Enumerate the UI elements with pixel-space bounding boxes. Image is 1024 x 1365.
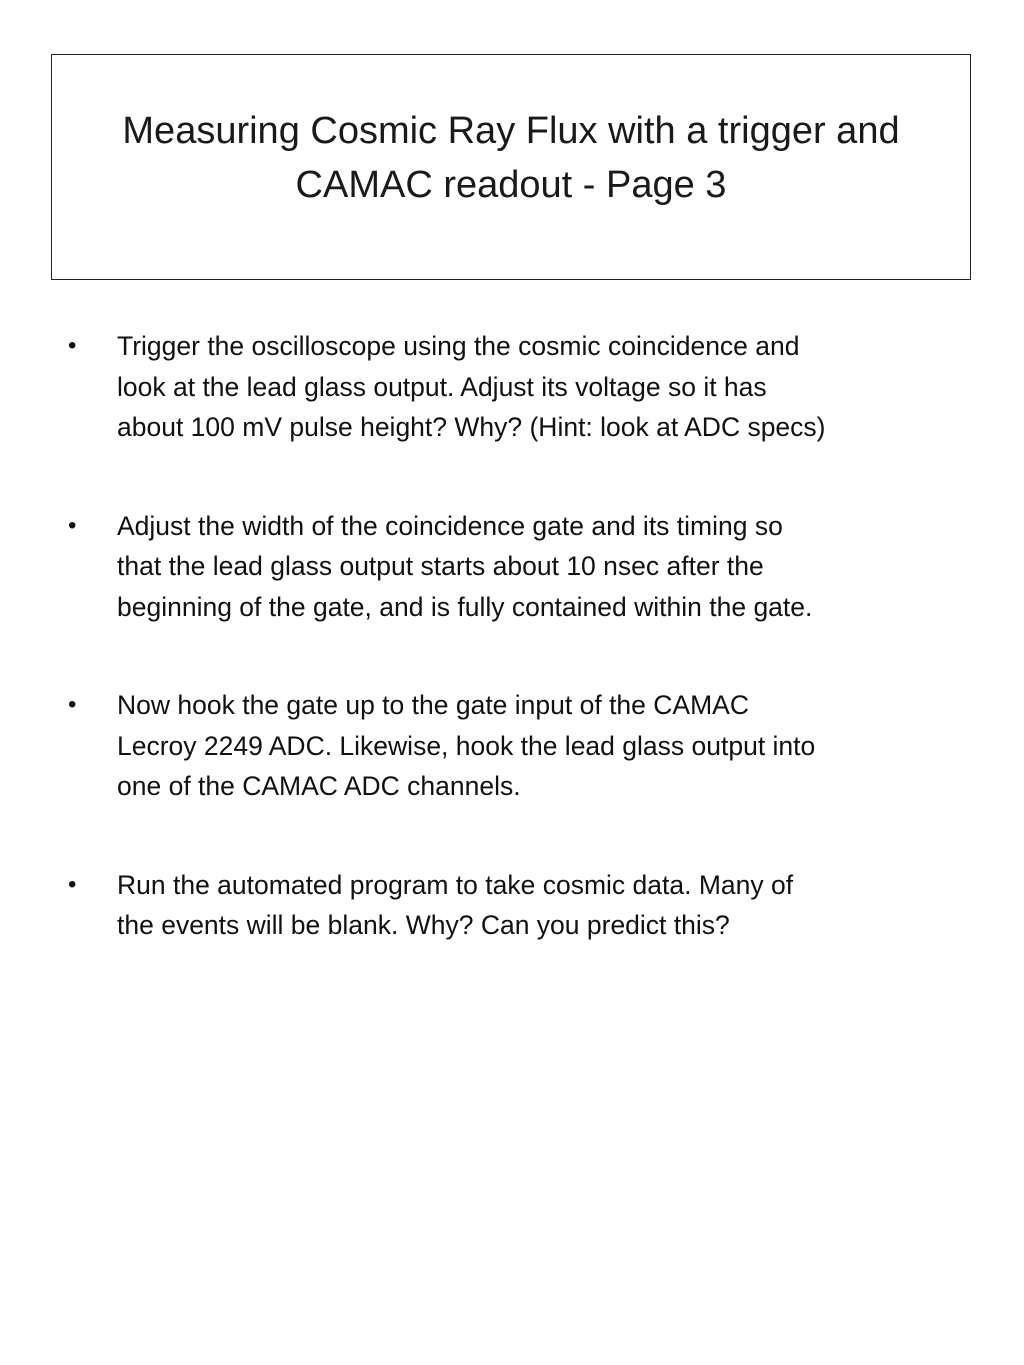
bullet-2-line-1: Adjust the width of the coincidence gate and its timing so [117,510,783,541]
bullet-item-3 [60,685,970,807]
bullet-2-line-2: that the lead glass output starts about 10 nsec after the [117,551,764,581]
bullet-item-1 [60,326,970,448]
bullet-1-line-2: look at the lead glass output. Adjust its voltage so it has [117,371,767,402]
bullet-1-line-3: about 100 mV pulse height? Why? (Hint: look at ADC specs) [117,412,826,442]
bullet-4-line-1: Run the automated program to take cosmic data. Many of [117,869,794,900]
bullet-2-line-3: beginning of the gate, and is fully contained within the gate. [117,591,813,622]
bullet-3-line-2: Lecroy 2249 ADC. Likewise, hook the lead glass output into [117,730,816,761]
bullet-item-4 [60,865,970,946]
bullet-list [60,326,970,1004]
bullet-marker: • [68,332,77,359]
bullet-4-line-2: the events will be blank. Why? Can you predict this? [117,910,730,940]
bullet-marker: • [68,870,77,898]
title-line-1: Measuring Cosmic Ray Flux with a trigger and [122,110,900,152]
title-line-2: CAMAC readout - Page 3 [295,164,727,206]
bullet-1-line-1: Trigger the oscilloscope using the cosmic coincidence and [117,331,800,361]
title-box [51,54,971,280]
bullet-3-line-1: Now hook the gate up to the gate input of the CAMAC [117,690,749,720]
slide-title [81,104,941,212]
bullet-marker: • [68,691,77,718]
bullet-item-2 [60,506,970,628]
bullet-marker: • [68,511,77,539]
bullet-3-line-3: one of the CAMAC ADC channels. [117,771,521,801]
